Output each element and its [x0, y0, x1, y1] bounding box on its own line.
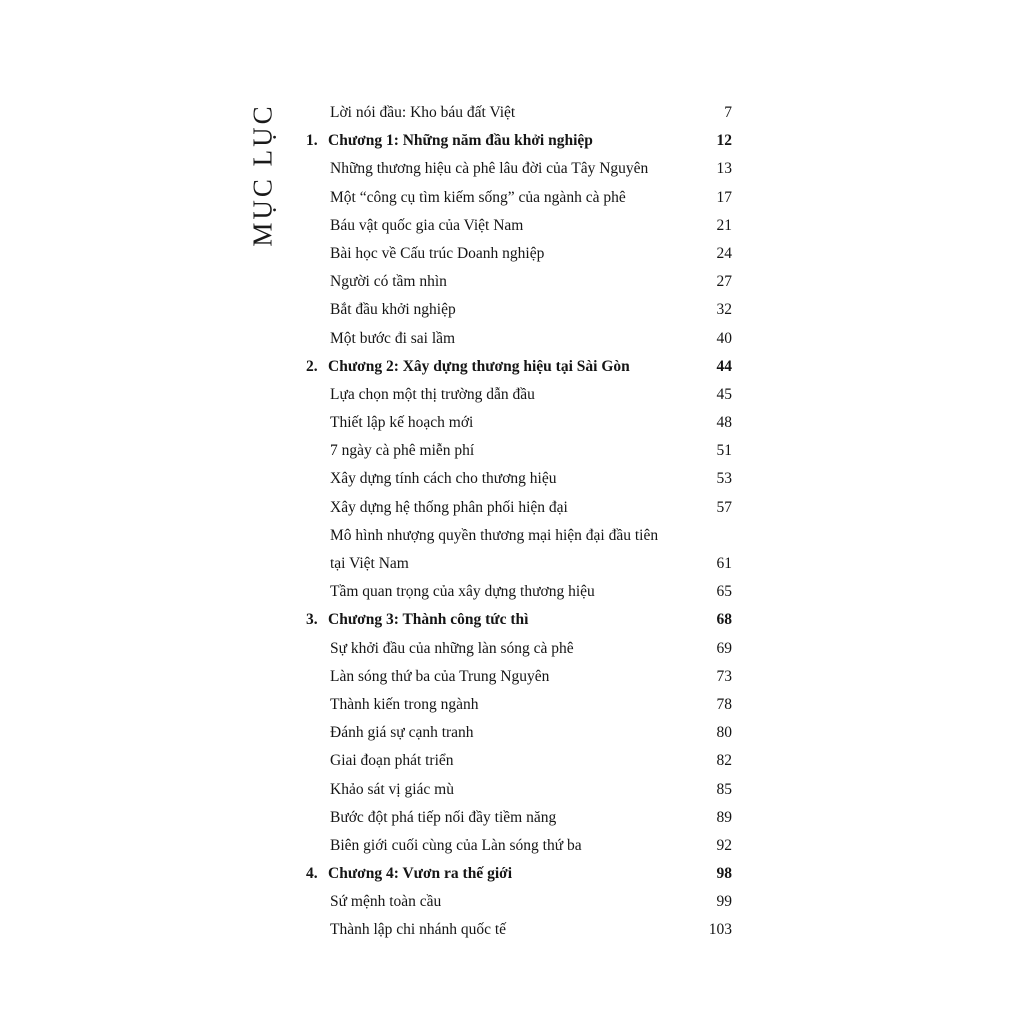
toc-entry-row — [300, 437, 740, 465]
page-number: 13 — [716, 160, 732, 178]
chapter-title: Chương 4: Vươn ra thế giới — [328, 865, 513, 883]
page-number: 53 — [716, 470, 732, 488]
toc-chapter-row — [300, 353, 740, 381]
entry-title: Thiết lập kế hoạch mới — [330, 414, 474, 432]
toc-chapter-row — [300, 127, 740, 155]
table-of-contents — [300, 99, 740, 945]
entry-title: Biên giới cuối cùng của Làn sóng thứ ba — [330, 836, 582, 854]
chapter-number: 4. — [306, 865, 318, 883]
chapter-number: 3. — [306, 611, 318, 629]
entry-title: Một bước đi sai lầm — [330, 329, 456, 347]
entry-title: Thành kiến trong ngành — [330, 695, 479, 713]
page-number: 17 — [716, 188, 732, 206]
entry-title: tại Việt Nam — [330, 555, 409, 572]
entry-title: Tầm quan trọng của xây dựng thương hiệu — [330, 583, 595, 601]
toc-entry-row — [300, 155, 740, 183]
page-number: 103 — [708, 921, 732, 939]
toc-entry-row — [300, 663, 740, 691]
toc-entry-row — [300, 916, 740, 944]
page-number: 61 — [716, 555, 732, 572]
toc-entry-row — [300, 691, 740, 719]
toc-entry-row — [300, 465, 740, 493]
toc-entry-row — [300, 184, 740, 212]
toc-entry-row — [300, 99, 740, 127]
entry-title: Người có tầm nhìn — [330, 273, 447, 291]
toc-entry-row — [300, 550, 740, 578]
toc-entry-row — [300, 522, 740, 550]
entry-title: Làn sóng thứ ba của Trung Nguyên — [330, 667, 550, 685]
toc-entry-row — [300, 719, 740, 747]
toc-entry-row — [300, 776, 740, 804]
toc-heading-text: MỤC LỤC — [247, 103, 278, 247]
entry-title: Bài học về Cấu trúc Doanh nghiệp — [330, 244, 545, 262]
toc-entry-row — [300, 747, 740, 775]
toc-entry-row — [300, 296, 740, 324]
page-number: 78 — [716, 695, 732, 713]
entry-title: Những thương hiệu cà phê lâu đời của Tây Nguyên — [330, 160, 649, 178]
page-number: 21 — [716, 216, 732, 234]
page-number: 27 — [716, 273, 732, 291]
page-number: 7 — [724, 104, 732, 121]
page-number: 69 — [716, 639, 732, 657]
page-number: 65 — [716, 583, 732, 601]
toc-chapter-row — [300, 860, 740, 888]
entry-title: Bắt đầu khởi nghiệp — [330, 301, 456, 319]
entry-title: 7 ngày cà phê miễn phí — [330, 442, 475, 460]
toc-entry-row — [300, 268, 740, 296]
page-number: 44 — [716, 357, 732, 375]
chapter-title: Chương 2: Xây dựng thương hiệu tại Sài Gòn — [328, 357, 630, 375]
page-number: 68 — [716, 611, 732, 629]
entry-title: Bước đột phá tiếp nối đầy tiềm năng — [330, 808, 557, 826]
entry-title: Báu vật quốc gia của Việt Nam — [330, 216, 524, 234]
toc-heading — [246, 100, 280, 250]
chapter-title: Chương 3: Thành công tức thì — [328, 611, 529, 629]
page-number: 98 — [716, 865, 732, 883]
chapter-number: 1. — [306, 132, 318, 150]
toc-entry-row — [300, 240, 740, 268]
page-number: 73 — [716, 667, 732, 685]
entry-title: Một “công cụ tìm kiếm sống” của ngành cà phê — [330, 188, 626, 206]
page-number: 80 — [716, 724, 732, 742]
toc-entry-row — [300, 804, 740, 832]
entry-title: Xây dựng hệ thống phân phối hiện đại — [330, 498, 568, 516]
entry-title: Giai đoạn phát triển — [330, 752, 454, 770]
toc-entry-row — [300, 888, 740, 916]
entry-title: Xây dựng tính cách cho thương hiệu — [330, 470, 557, 488]
entry-title: Đánh giá sự cạnh tranh — [330, 724, 474, 742]
toc-entry-row — [300, 832, 740, 860]
entry-title: Lựa chọn một thị trường dẫn đầu — [330, 385, 535, 403]
page-number: 32 — [716, 301, 732, 319]
entry-title: Thành lập chi nhánh quốc tế — [330, 921, 507, 939]
page-number: 51 — [716, 442, 732, 460]
entry-title: Khảo sát vị giác mù — [330, 780, 454, 798]
toc-entry-row — [300, 325, 740, 353]
toc-entry-row — [300, 381, 740, 409]
page-number: 92 — [716, 836, 732, 854]
entry-title: Lời nói đầu: Kho báu đất Việt — [330, 104, 516, 121]
page-number: 12 — [716, 132, 732, 150]
page-number: 89 — [716, 808, 732, 826]
entry-title: Mô hình nhượng quyền thương mại hiện đại đầu tiên — [330, 526, 659, 544]
entry-title: Sự khởi đầu của những làn sóng cà phê — [330, 639, 574, 657]
toc-entry-row — [300, 494, 740, 522]
toc-chapter-row — [300, 606, 740, 634]
page-number: 99 — [716, 893, 732, 911]
page-number: 48 — [716, 414, 732, 432]
chapter-title: Chương 1: Những năm đầu khởi nghiệp — [328, 132, 593, 150]
chapter-number: 2. — [306, 357, 318, 375]
toc-entry-row — [300, 635, 740, 663]
toc-entry-row — [300, 409, 740, 437]
page-number: 82 — [716, 752, 732, 770]
page-number: 85 — [716, 780, 732, 798]
page-number: 24 — [716, 244, 732, 262]
entry-title: Sứ mệnh toàn cầu — [330, 893, 442, 911]
toc-entry-row — [300, 212, 740, 240]
page-number: 57 — [716, 498, 732, 516]
toc-entry-row — [300, 578, 740, 606]
page-number: 40 — [716, 329, 732, 347]
page-number: 45 — [716, 385, 732, 403]
